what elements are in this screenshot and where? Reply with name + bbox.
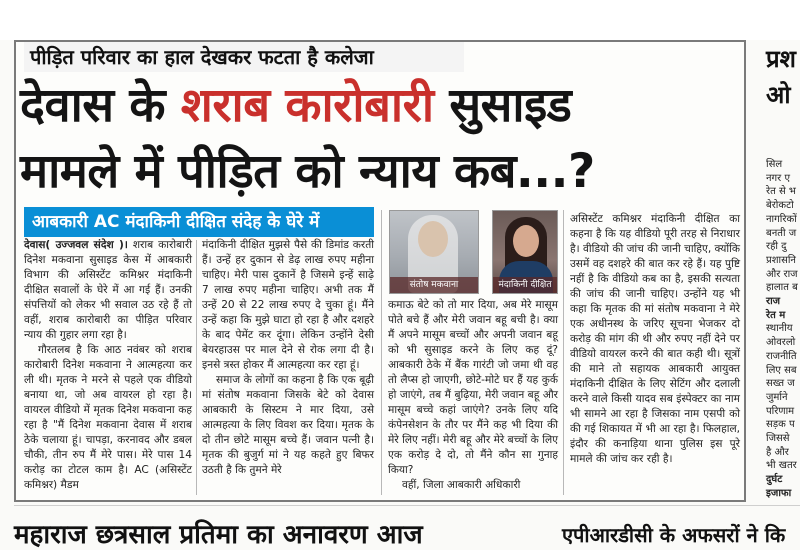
photo-caption: संतोष मकवाना [390,277,478,293]
article-column-3 [388,298,558,493]
mandakini-dixit-photo [492,210,558,294]
paragraph-text: शराब कारोबारी दिनेश मकवाना सुसाइड केस में आबकारी विभाग की असिस्टेंट कमिश्नर मंदाकिनी दीक्षित सवालों के घेरे में आ गई हैं। उनकी संपत्तियों को लेकर भी सवाल उठ रहे हैं तो वहीं, शराब कारोबारी का पीड़ित परिवार न्याय की गुहार लगा रहा है। [24,239,192,341]
text-line: दुर्घट [766,474,783,486]
adjacent-headline: ओ [766,81,791,109]
section-divider [14,505,800,506]
text-line: रही दु [766,241,787,253]
adjacent-headline: प्रश [766,45,796,73]
paragraph [24,238,192,343]
paragraph: असिस्टेंट कमिश्नर मंदाकिनी दीक्षित का कहना है कि यह वीडियो पूरी तरह से निराधार है। वीडियो की जांच की जानी चाहिए, क्योंकि उसमें वह दशहरे की बात कर रहे हैं। यह पुष्टि नहीं है कि वीडियो कब का है, इसकी सत्यता की जांच की जानी चाहिए। उन्होंने यह भी कहा कि मृतक की मां संतोष मकवाना ने मेरे एक अधीनस्थ के जरिए सूचना भेजकर दो करोड़ की मांग की थी और रुपए नहीं देने पर वीडियो वायरल करने की बात कही थी। सूत्रों की माने तो सहायक आबकारी आयुक्त मंदाकिनी दीक्षित के लिए सेटिंग और दलाली करने वाले किसी यादव सब इंस्पेक्टर का नाम भी सामने आ रहा है जिसका नाम एसपी को की गई शिकायत में भी आ रहा है। फिलहाल, इंदौर की कनाड़िया थाना पुलिस इस पूरे मामले की जांच कर रही है। [570,213,740,465]
text-line: राजनीति [766,350,797,362]
text-line: नगर ए [766,172,790,184]
headline-line-1 [20,76,571,136]
text-line: रेत म [766,309,786,321]
next-article-headline-right: एपीआरडीसी के अफसरों ने कि [562,523,786,547]
text-line: जिससे [766,433,790,445]
text-line: रेत से भ [766,186,796,198]
photo-face [418,221,448,257]
paragraph: कमाऊ बेटे को तो मार दिया, अब मेरे मासूम पोते बचे हैं और मेरी जवान बहू बची है। क्या मैं अपने मासूम बच्चों और अपनी जवान बहू को भी सुसाइड करने के लिए कह दूं? आबकारी ठेके में बैंक गारंटी जो जमा थी वह तो लैप्स हो जाएगी, छोटे-मोटे घर हैं यह कुर्क हो जाएंगे, तब मैं बुढ़िया, मेरी जवान बहू और मासूम बच्चे कहां जाएंगे? उनके लिए यदि कंपेनसेशन के तौर पर मैंने कह भी दिया की मेरे लिए नहीं। मेरी बहू और मेरे बच्चों के लिए एक करोड़ दे दो, तो मैंने कौन सा गुनाह किया? [388,299,558,476]
photo-face [513,225,539,257]
text-line: सड़क प [766,419,795,431]
text-line: सख्त ज [766,378,795,390]
text-line: राज [766,296,781,308]
text-line: ओवरलो [766,337,796,349]
text-line: सिल [766,159,783,170]
photo-caption: मंदाकिनी दीक्षित [493,277,557,293]
article-column-1 [24,238,192,493]
adjacent-article-column [756,40,800,502]
text-line: और राज [766,268,798,280]
text-line: हालात ब [766,282,798,294]
article-kicker: पीड़ित परिवार का हाल देखकर फटता है कलेजा [24,42,464,72]
text-line: नागरिकों [766,213,797,225]
article-subhead: आबकारी AC मंदाकिनी दीक्षित संदेह के घेरे में [24,207,374,237]
text-line: परिणाम [766,405,795,417]
adjacent-article-text [766,158,800,501]
column-divider [381,210,382,495]
santosh-makwana-photo [389,210,479,294]
text-line: बनती ज [766,227,797,239]
headline-part: सुसाइड [433,78,572,133]
text-line: बेरोकटो [766,200,794,212]
text-line: जुर्माने [766,391,788,403]
headline-part: देवास के [20,78,181,133]
text-line: लिए सब [766,364,797,376]
article-column-2 [202,238,374,478]
text-line: भी खतर [766,460,797,472]
text-line: स्थानीय [766,323,793,335]
paragraph: वहीं, जिला आबकारी अधिकारी [402,479,521,491]
text-line: इजाफा [766,487,792,499]
column-divider [196,240,197,495]
paragraph: समाज के लोगों का कहना है कि एक बूढ़ी मां संतोष मकवाना जिसके बेटे को देवास आबकारी के सिस्टम ने मार दिया, उसे आत्महत्या के लिए विवश कर दिया। मृतक के दो तीन छोटे मासूम बच्चे हैं। जवान पत्नी है। मृतक की बुजुर्ग मां ने यह कहते हुए बिफर उठती है कि तुमने मेरे [202,374,374,476]
next-article-headline: महाराज छत्रसाल प्रतिमा का अनावरण आज [14,520,423,550]
article-column-4 [570,212,740,467]
text-line: है और [766,446,789,458]
paragraph: गौरतलब है कि आठ नवंबर को शराब कारोबारी दिनेश मकवाना ने आत्महत्या कर ली थी। मृतक ने मरने से पहले एक वीडियो बनाया था, जो अब वायरल हो रहा है। वायरल वीडियो में मृतक दिनेश मकवाना कह रहा है "मैं दिनेश मकवाना देवास में शराब ठेके चलाया हूं। चापड़ा, करनावद और डबल चौकी, तीन रुप मैं मेरे पास। मेरे पास 14 करोड़ का टोटल काम है। AC (असिस्टेंट कमिश्नर) मैडम [24,344,192,491]
headline-line-2: मामले में पीड़ित को न्याय कब...? [20,144,595,199]
text-line: प्रशासनि [766,254,796,266]
headline-highlight: शराब कारोबारी [180,78,434,133]
column-divider [563,210,564,495]
dateline: देवास( उज्जवल संदेश )। [24,239,128,251]
top-blank-strip [0,0,800,40]
paragraph: मंदाकिनी दीक्षित मुझसे पैसे की डिमांड करती हैं। उन्हें हर दुकान से डेढ़ लाख रुपए महीना चाहिए। मेरी पास दुकानें है जिसमे इन्हें साढ़े 7 लाख रुपए महीना चाहिए। अभी तक मैं उन्हें 20 से 22 लाख रुपए दे चुका हूं। मैंने उन्हें कहा कि मुझे घाटा हो रहा है और दशहरे के बाद पेमेंट कर दूंगा। लेकिन उन्होंने देसी बेयरहाउस पर माल देने से रोक लगा दी है। इनसे त्रस्त होकर मैं आत्महत्या कर रहा हूं। [202,239,374,371]
